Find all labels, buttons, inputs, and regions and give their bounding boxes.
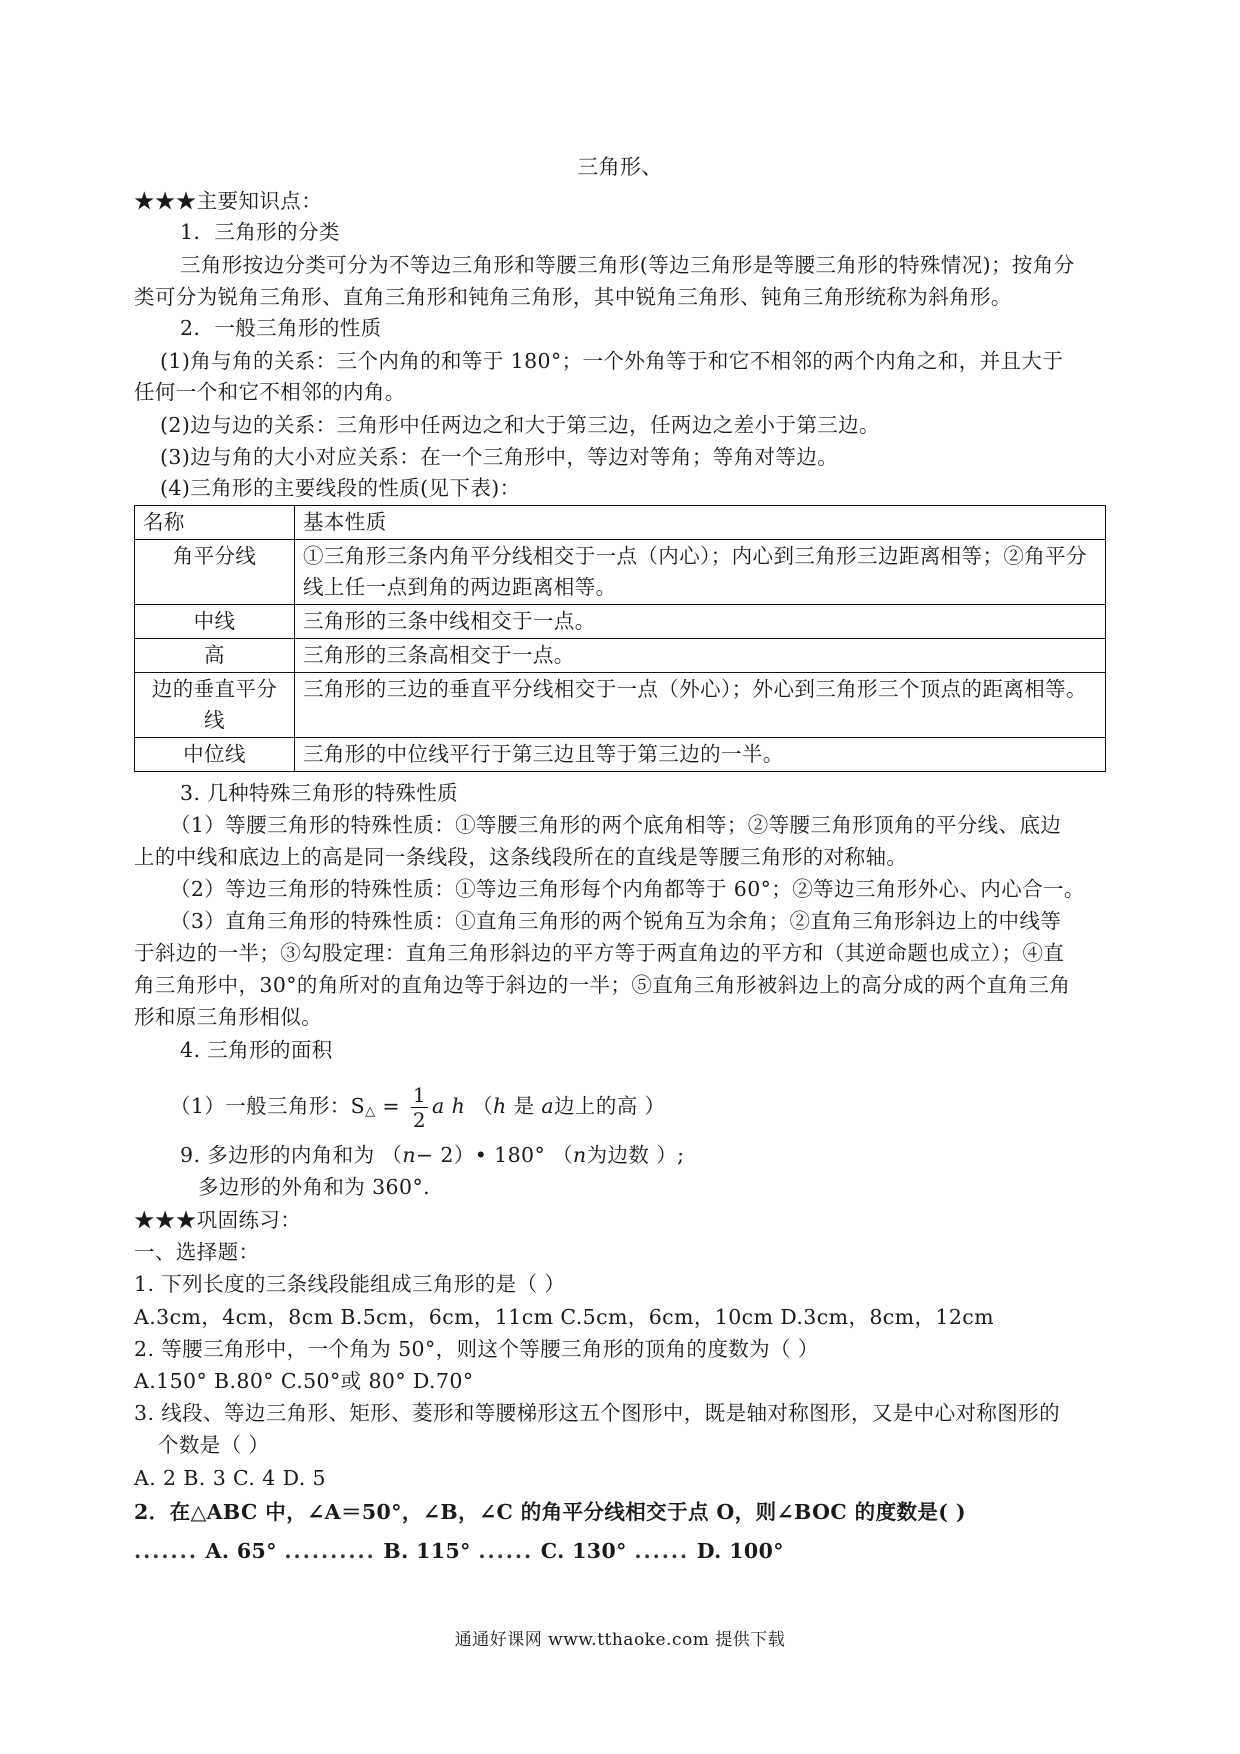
formula-note-paren: （	[552, 1143, 573, 1167]
edge-height-label: 边上的高	[554, 1094, 638, 1118]
var-n: n	[572, 1143, 587, 1167]
area-formula	[170, 1082, 665, 1136]
section-3-paragraph-line: 于斜边的一半；③勾股定理：直角三角形斜边的平方等于两直角边的平方和（其逆命题也成立）；④直	[134, 941, 1065, 965]
question-4: 2．在△ABC 中，∠A＝50°，∠B，∠C 的角平分线相交于点 O，则∠BOC 的度数是( )	[134, 1500, 967, 1524]
leader-dots: .......	[134, 1539, 198, 1563]
polygon-interior-angle-line	[180, 1140, 684, 1170]
section-1-paragraph-line: 类可分为锐角三角形、直角三角形和钝角三角形，其中锐角三角形、钝角三角形统称为斜角形。	[134, 285, 1012, 309]
page-footer: 通通好课网 www.tthaoke.com 提供下载	[454, 1630, 786, 1650]
table-row	[135, 540, 1106, 605]
section-2-paragraph-line: (4)三角形的主要线段的性质(见下表)：	[160, 476, 521, 500]
table-cell-name: 边的垂直平分线	[135, 673, 295, 738]
table-cell-property: ①三角形三条内角平分线相交于一点（内心）；内心到三角形三边距离相等；②角平分线上任一点到角的两边距离相等。	[295, 540, 1106, 605]
question-2-options: A.150° B.80° C.50°或 80° D.70°	[134, 1369, 474, 1393]
table-cell-name: 高	[135, 639, 295, 673]
paren-open: （	[472, 1094, 494, 1118]
segment-properties-table	[134, 505, 1106, 772]
formula-paren: （	[381, 1143, 403, 1167]
question-1-options: A.3cm，4cm，8cm B.5cm，6cm，11cm C.5cm，6cm，10cm D.3cm，8cm，12cm	[134, 1305, 995, 1329]
section-3-paragraph-line: 上的中线和底边上的高是同一条线段，这条线段所在的直线是等腰三角形的对称轴。	[134, 845, 908, 869]
table-cell-name: 角平分线	[135, 540, 295, 605]
leader-dots: ......	[478, 1539, 534, 1563]
table-cell-property: 三角形的中位线平行于第三边且等于第三边的一半。	[295, 738, 1106, 772]
knowledge-header: ★★★主要知识点：	[134, 189, 323, 213]
section-2-heading: 2．一般三角形的性质	[180, 316, 382, 340]
paren-close: ）	[644, 1094, 666, 1118]
section-4-heading: 4. 三角形的面积	[180, 1038, 333, 1062]
question-3: 3. 线段、等边三角形、矩形、菱形和等腰梯形这五个图形中，既是轴对称图形，又是中心对称图形的	[134, 1401, 1060, 1425]
section-2-paragraph-line: (3)边与角的大小对应关系：在一个三角形中，等边对等角；等角对等边。	[160, 445, 839, 469]
section-2-paragraph-line: 任何一个和它不相邻的内角。	[134, 380, 406, 404]
fraction-denominator: 2	[412, 1108, 427, 1132]
table-header-name: 名称	[135, 506, 295, 540]
question-3-continued: 个数是（ ）	[158, 1433, 270, 1457]
var-h: h	[493, 1094, 507, 1118]
section-1-paragraph-line: 三角形按边分类可分为不等边三角形和等腰三角形(等边三角形是等腰三角形的特殊情况)；按角分	[180, 253, 1075, 277]
table-row	[135, 673, 1106, 738]
question-1: 1. 下列长度的三条线段能组成三角形的是（ ）	[134, 1272, 566, 1296]
table-cell-property: 三角形的三条中线相交于一点。	[295, 605, 1106, 639]
question-2: 2. 等腰三角形中，一个角为 50°，则这个等腰三角形的顶角的度数为（ ）	[134, 1337, 819, 1361]
page-title: 三角形、	[577, 155, 663, 179]
option-c: C. 130°	[540, 1539, 627, 1563]
section-3-paragraph-line: （3）直角三角形的特殊性质：①直角三角形的两个锐角互为余角；②直角三角形斜边上的中线等	[170, 909, 1062, 933]
polygon-exterior-angle-line: 多边形的外角和为 360°.	[198, 1175, 431, 1199]
option-a: A. 65°	[205, 1539, 277, 1563]
table-row	[135, 738, 1106, 772]
var-n: n	[402, 1143, 416, 1167]
section-3-paragraph-line: 形和原三角形相似。	[134, 1005, 323, 1029]
option-b: B. 115°	[383, 1539, 471, 1563]
table-cell-name: 中线	[135, 605, 295, 639]
option-d: D. 100°	[696, 1539, 784, 1563]
equals-sign: =	[382, 1094, 400, 1118]
choice-section-title: 一、选择题：	[134, 1240, 260, 1264]
fraction-one-half	[411, 1083, 428, 1132]
word-is: 是	[513, 1094, 535, 1118]
var-a: a	[541, 1094, 555, 1118]
question-4-options	[134, 1536, 784, 1566]
polygon-interior-prefix: 9. 多边形的内角和为	[180, 1143, 375, 1167]
table-cell-property: 三角形的三边的垂直平分线相交于一点（外心）；外心到三角形三个顶点的距离相等。	[295, 673, 1106, 738]
section-3-paragraph-line: （1）等腰三角形的特殊性质：①等腰三角形的两个底角相等；②等腰三角形顶角的平分线、底边	[170, 813, 1062, 837]
section-1-heading: 1．三角形的分类	[180, 220, 340, 244]
table-cell-name: 中位线	[135, 738, 295, 772]
leader-dots: ..........	[284, 1539, 376, 1563]
table-cell-property: 三角形的三条高相交于一点。	[295, 639, 1106, 673]
section-3-paragraph-line: （2）等边三角形的特殊性质：①等边三角形每个内角都等于 60°；②等边三角形外心、内心合一。	[170, 877, 1085, 901]
triangle-subscript: △	[365, 1104, 376, 1119]
section-3-paragraph-line: 角三角形中，30°的角所对的直角边等于斜边的一半；⑤直角三角形被斜边上的高分成的两个直角三角	[134, 973, 1071, 997]
fraction-numerator: 1	[412, 1083, 427, 1107]
table-row	[135, 639, 1106, 673]
section-2-paragraph-line: (2)边与边的关系：三角形中任两边之和大于第三边，任两边之差小于第三边。	[160, 413, 880, 437]
area-variables: a h	[432, 1094, 466, 1118]
leader-dots: ......	[634, 1539, 690, 1563]
section-2-paragraph-line: (1)角与角的关系：三个内角的和等于 180°；一个外角等于和它不相邻的两个内角之和，并且大于	[160, 349, 1064, 373]
area-formula-prefix: （1）一般三角形：S	[170, 1094, 366, 1118]
table-row	[135, 605, 1106, 639]
table-header-property: 基本性质	[295, 506, 1106, 540]
practice-header: ★★★巩固练习：	[134, 1208, 302, 1232]
formula-note: 为边数 ）;	[586, 1143, 685, 1167]
table-header-row	[135, 506, 1106, 540]
section-3-heading: 3. 几种特殊三角形的特殊性质	[180, 781, 459, 805]
formula-body: − 2）• 180°	[415, 1143, 546, 1167]
question-3-options: A. 2 B. 3 C. 4 D. 5	[134, 1466, 326, 1490]
